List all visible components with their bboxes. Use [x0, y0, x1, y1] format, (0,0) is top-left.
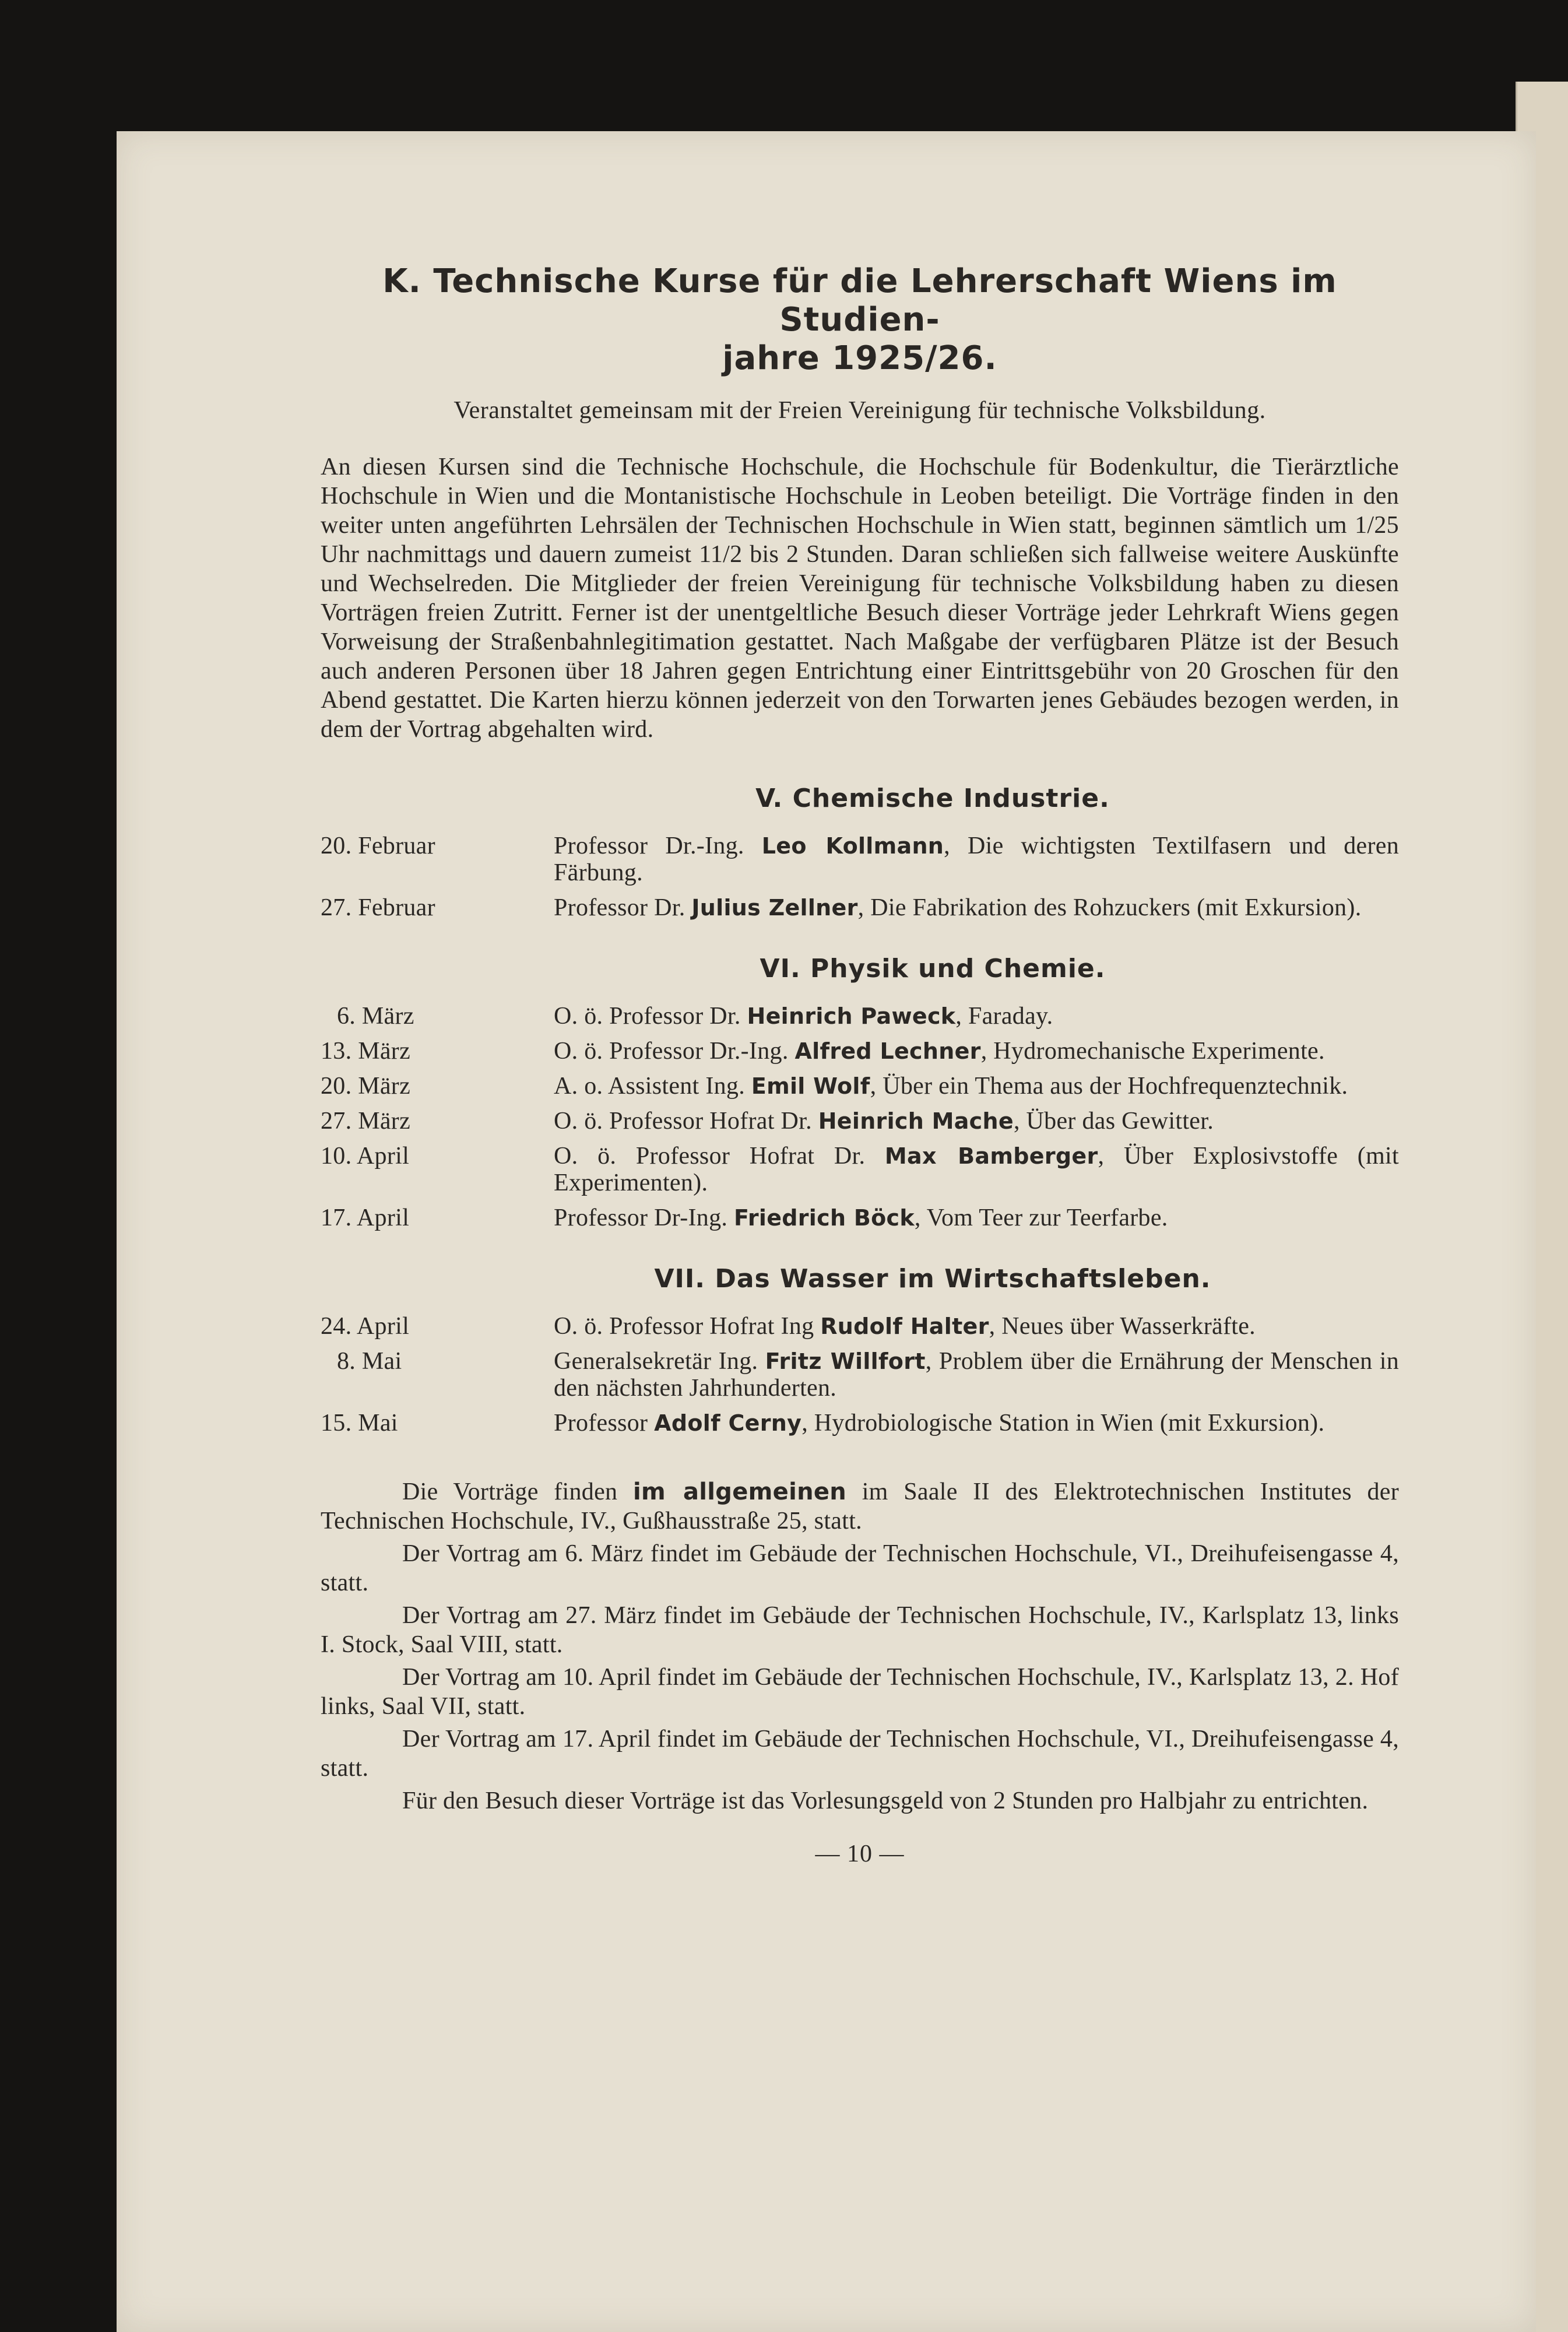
lecturer-title: Professor Dr.-Ing.	[554, 833, 762, 859]
lecture-date: 15. Mai	[321, 1410, 398, 1437]
lecturer-name: Adolf Cerny	[654, 1410, 802, 1436]
lecture-entry	[321, 1073, 1399, 1100]
subtitle: Veranstaltet gemeinsam mit der Freien Vereinigung für technische Volksbildung.	[453, 397, 1266, 424]
lecturer-title: Professor Dr.	[554, 894, 692, 921]
lecture-description	[554, 1108, 1399, 1135]
lecture-date: 6. März	[337, 1003, 414, 1030]
section-heading-vii: VII. Das Wasser im Wirtschaftsleben.	[654, 1264, 1211, 1294]
lecture-topic: , Faraday.	[955, 1003, 1053, 1030]
notes-block	[321, 1477, 1399, 1815]
lecture-entry	[321, 1410, 1399, 1437]
page-title	[321, 262, 1399, 378]
section-vii-entries	[321, 1313, 1399, 1437]
lecture-description	[554, 1143, 1399, 1196]
lecture-entry	[321, 894, 1399, 921]
lecture-description	[554, 833, 1399, 886]
lecture-date: 27. Februar	[321, 894, 435, 921]
lecture-entry	[321, 1143, 1399, 1196]
lecture-description	[554, 1410, 1399, 1437]
note-1-post: im Saale II des Elektrotechnischen Institutes der Technischen Hochschule, IV., Gußhausstraße 25, statt.	[321, 1478, 1399, 1534]
lecture-entry	[321, 1038, 1399, 1065]
lecture-entry	[321, 833, 1399, 886]
lecture-description	[554, 1073, 1399, 1100]
lecture-topic: , Die wichtigsten Textilfasern und deren Färbung.	[554, 833, 1399, 886]
lecturer-name: Alfred Lechner	[794, 1038, 981, 1064]
lecturer-name: Julius Zellner	[691, 895, 858, 921]
title-line-1: K. Technische Kurse für die Lehrerschaft Wiens im Studien-	[382, 262, 1337, 339]
section-v-entries	[321, 833, 1399, 921]
lecture-date: 20. Februar	[321, 833, 435, 859]
lecture-date: 10. April	[321, 1143, 410, 1169]
lecture-entry	[321, 1348, 1399, 1402]
title-line-2: jahre 1925/26.	[722, 339, 997, 377]
lecture-entry	[321, 1108, 1399, 1135]
lecturer-name: Max Bamberger	[884, 1143, 1098, 1169]
lecture-description	[554, 894, 1399, 921]
lecture-description	[554, 1038, 1399, 1065]
intro-paragraph: An diesen Kursen sind die Technische Hochschule, die Hochschule für Bodenkultur, die Tierärztliche Hochschule in Wien und die Montanistische Hochschule in Leoben beteiligt. Die Vorträge finden in den weiter unten angeführten Lehrsälen der Technischen Hochschule in Wien statt, beginnen sämtlich um 1/25 Uhr nachmittags und dauern zumeist 11/2 bis 2 Stunden. Daran schließen sich fallweise weitere Auskünfte und Wechselreden. Die Mitglieder der freien Vereinigung für technische Volksbildung haben zu diesen Vorträgen freien Zutritt. Ferner ist der unentgeltliche Besuch dieser Vorträge jeder Lehrkraft Wiens gegen Vorweisung der Straßenbahnlegitimation gestattet. Nach Maßgabe der verfügbaren Plätze ist der Besuch auch anderen Personen über 18 Jahren gegen Entrichtung einer Eintrittsgebühr von 20 Groschen für den Abend gestattet. Die Karten hierzu können jederzeit von den Torwarten jenes Gebäudes bezogen werden, in dem der Vortrag abgehalten wird.	[321, 454, 1399, 743]
lecture-topic: , Neues über Wasserkräfte.	[989, 1313, 1256, 1340]
lecture-topic: , Die Fabrikation des Rohzuckers (mit Exkursion).	[857, 894, 1362, 921]
lecturer-name: Rudolf Halter	[820, 1313, 989, 1339]
page-number: — 10 —	[815, 1841, 905, 1867]
lecturer-name: Emil Wolf	[751, 1073, 870, 1099]
note-paragraph: Der Vortrag am 17. April findet im Gebäude der Technischen Hochschule, VI., Dreihufeisengasse 4, statt.	[321, 1726, 1399, 1782]
note-paragraph: Für den Besuch dieser Vorträge ist das Vorlesungsgeld von 2 Stunden pro Halbjahr zu entrichten.	[402, 1787, 1369, 1814]
lecture-date: 13. März	[321, 1038, 411, 1065]
note-1-pre: Die Vorträge finden	[402, 1478, 633, 1505]
note-paragraph: Der Vortrag am 10. April findet im Gebäude der Technischen Hochschule, IV., Karlsplatz 13, 2. Hof links, Saal VII, statt.	[321, 1664, 1399, 1720]
lecturer-title: O. ö. Professor Dr.-Ing.	[554, 1038, 795, 1065]
note-paragraph: Der Vortrag am 27. März findet im Gebäude der Technischen Hochschule, IV., Karlsplatz 13, links I. Stock, Saal VIII, statt.	[321, 1602, 1399, 1658]
lecturer-name: Heinrich Mache	[818, 1108, 1014, 1134]
page-content	[321, 131, 1399, 1868]
lecturer-title: O. ö. Professor Hofrat Dr.	[554, 1108, 818, 1135]
lecturer-title: O. ö. Professor Hofrat Dr.	[554, 1143, 885, 1169]
section-heading-v: V. Chemische Industrie.	[755, 784, 1110, 813]
note-1-emphasis: im allgemeinen	[632, 1478, 847, 1505]
note-paragraph	[321, 1477, 1399, 1536]
lecture-entry	[321, 1204, 1399, 1231]
lecture-description	[554, 1348, 1399, 1402]
lecturer-title: O. ö. Professor Dr.	[554, 1003, 747, 1030]
lecturer-title: A. o. Assistent Ing.	[554, 1073, 751, 1100]
lecture-topic: , Über das Gewitter.	[1013, 1108, 1214, 1135]
lecture-topic: , Vom Teer zur Teerfarbe.	[914, 1204, 1168, 1231]
lecturer-title: Professor	[554, 1410, 655, 1437]
lecturer-title: Generalsekretär Ing.	[554, 1348, 765, 1375]
lecturer-title: Professor Dr-Ing.	[554, 1204, 734, 1231]
lecturer-name: Friedrich Böck	[734, 1205, 915, 1231]
lecture-description	[554, 1204, 1399, 1231]
lecture-topic: , Über ein Thema aus der Hochfrequenztechnik.	[870, 1073, 1348, 1100]
lecture-description	[554, 1003, 1399, 1030]
lecture-date: 17. April	[321, 1204, 410, 1231]
lecturer-name: Fritz Willfort	[765, 1348, 926, 1374]
note-paragraph: Der Vortrag am 6. März findet im Gebäude der Technischen Hochschule, VI., Dreihufeisengasse 4, statt.	[321, 1540, 1399, 1596]
lecture-description	[554, 1313, 1399, 1340]
section-heading-vi: VI. Physik und Chemie.	[760, 954, 1106, 984]
lecture-entry	[321, 1313, 1399, 1340]
lecture-date: 8. Mai	[337, 1348, 402, 1375]
lecture-date: 24. April	[321, 1313, 410, 1340]
document-page	[117, 131, 1536, 2332]
lecturer-title: O. ö. Professor Hofrat Ing	[554, 1313, 821, 1340]
lecture-entry	[321, 1003, 1399, 1030]
lecture-topic: , Hydrobiologische Station in Wien (mit Exkursion).	[801, 1410, 1325, 1437]
lecture-topic: , Über Explosivstoffe (mit Experimenten).	[554, 1143, 1399, 1196]
lecture-topic: , Hydromechanische Experimente.	[980, 1038, 1325, 1065]
lecture-date: 27. März	[321, 1108, 411, 1135]
lecturer-name: Leo Kollmann	[761, 833, 944, 859]
lecture-date: 20. März	[321, 1073, 411, 1100]
lecturer-name: Heinrich Paweck	[747, 1003, 956, 1029]
lecture-topic: , Problem über die Ernährung der Menschen in den nächsten Jahrhunderten.	[554, 1348, 1399, 1402]
section-vi-entries	[321, 1003, 1399, 1231]
